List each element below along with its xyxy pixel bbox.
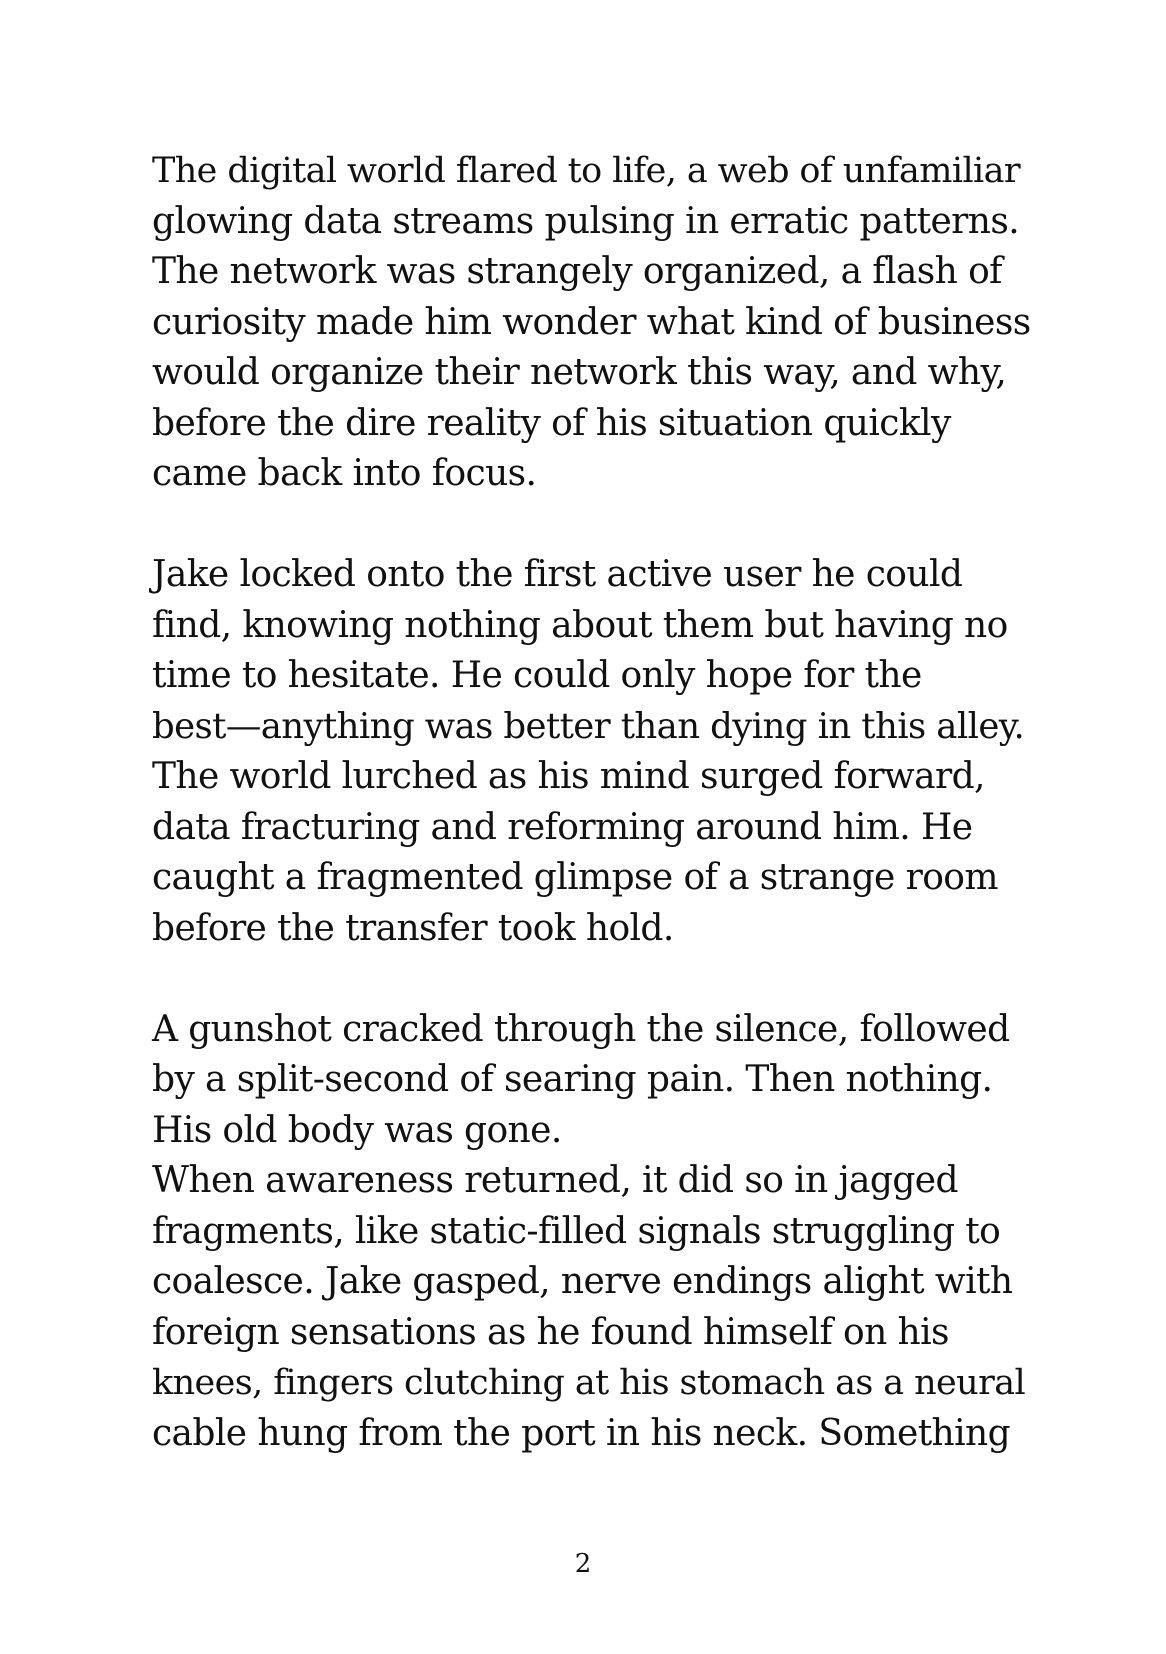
page-number: 2 xyxy=(574,1549,592,1579)
text-line: The network was strangely organized, a flash of xyxy=(152,251,1002,292)
text-line: by a split-second of searing pain. Then nothing. xyxy=(152,1059,993,1100)
text-line: His old body was gone. xyxy=(152,1109,562,1151)
text-line: knees, fingers clutching at his stomach as a neural xyxy=(152,1363,1026,1403)
paragraph-spacer xyxy=(152,500,1032,551)
paragraph-2 xyxy=(152,550,1032,954)
text-line: before the dire reality of his situation quickly xyxy=(152,402,951,444)
text-line: time to hesitate. He could only hope for the xyxy=(152,655,922,696)
text-line: curiosity made him wonder what kind of business xyxy=(152,301,1031,343)
text-line: caught a fragmented glimpse of a strange room xyxy=(152,857,998,898)
text-line: glowing data streams pulsing in erratic patterns. xyxy=(152,200,1020,242)
text-line: fragments, like static-filled signals struggling to xyxy=(152,1210,1001,1252)
text-line: find, knowing nothing about them but having no xyxy=(152,604,1008,646)
text-line: data fracturing and reforming around him. He xyxy=(152,806,973,848)
paragraph-3 xyxy=(152,1005,1032,1460)
text-line: The world lurched as his mind surged forward, xyxy=(152,756,985,797)
paragraph-1 xyxy=(152,146,1032,500)
text-line: would organize their network this way, and why, xyxy=(152,352,1007,393)
text-line: Jake locked onto the first active user he could xyxy=(152,554,963,595)
text-line: cable hung from the port in his neck. Something xyxy=(152,1412,1011,1454)
text-line: The digital world flared to life, a web of unfamiliar xyxy=(152,151,1021,191)
text-line: best—anything was better than dying in this alley. xyxy=(152,705,1025,747)
text-line: came back into focus. xyxy=(152,453,537,494)
text-line: foreign sensations as he found himself on his xyxy=(152,1311,949,1353)
body-text xyxy=(152,146,1032,1459)
text-line: coalesce. Jake gasped, nerve endings alight with xyxy=(152,1261,1013,1302)
paragraph-spacer xyxy=(152,954,1032,1005)
text-line: before the transfer took hold. xyxy=(152,907,674,949)
text-line: A gunshot cracked through the silence, followed xyxy=(152,1008,1010,1050)
text-line: When awareness returned, it did so in jagged xyxy=(152,1160,958,1201)
